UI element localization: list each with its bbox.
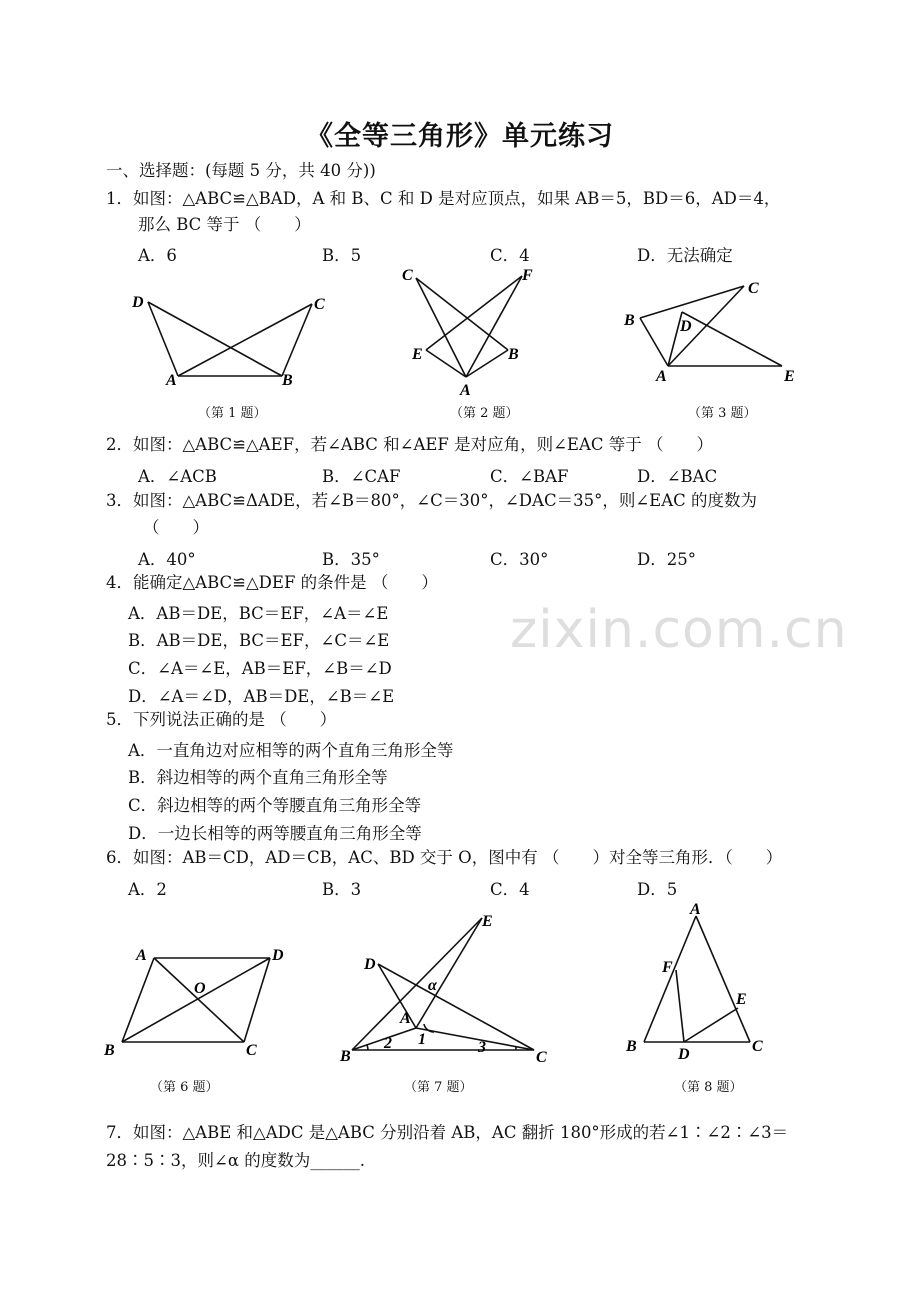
fig7-label-e: E [482, 913, 493, 930]
fig3-caption: （第 3 题） [688, 406, 757, 421]
fig7-label-c: C [536, 1049, 547, 1066]
q4-stem: 4．能确定△ABC≌△DEF 的条件是 （ ） [106, 573, 438, 592]
fig2-label-e: E [412, 346, 423, 363]
fig8-label-d: D [678, 1046, 690, 1063]
fig7-label-2: 2 [384, 1035, 392, 1052]
q6-option-c: C．4 [490, 880, 530, 899]
page-title: 《全等三角形》单元练习 [306, 121, 614, 152]
q3-option-b: B．35° [322, 550, 380, 569]
q4-option-d: D．∠A＝∠D，AB＝DE，∠B＝∠E [128, 687, 395, 706]
fig8-label-f: F [662, 959, 673, 976]
figure-6 [100, 938, 300, 1068]
q3-stem: 3．如图：△ABC≌ΔADE，若∠B＝80°，∠C＝30°，∠DAC＝35°，则∠EAC 的度数为 [106, 491, 757, 510]
q5-option-c: C．斜边相等的两个等腰直角三角形全等 [128, 796, 422, 815]
fig1-caption: （第 1 题） [198, 406, 267, 421]
q1-option-c: C．4 [490, 246, 530, 265]
section-heading: 一、选择题：(每题 5 分，共 40 分)) [106, 161, 376, 180]
fig7-label-b: B [340, 1048, 351, 1065]
fig6-caption: （第 6 题） [150, 1080, 219, 1095]
fig6-label-a: A [136, 947, 147, 964]
fig2-label-a: A [460, 382, 471, 399]
fig3-label-b: B [624, 312, 635, 329]
fig3-label-d: D [680, 318, 692, 335]
q6-option-d: D．5 [637, 880, 678, 899]
fig6-label-c: C [246, 1042, 257, 1059]
q2-stem: 2．如图：△ABC≌△AEF，若∠ABC 和∠AEF 是对应角，则∠EAC 等于 （ ） [106, 435, 714, 454]
figure-7 [338, 906, 558, 1066]
figure-3 [618, 276, 808, 396]
q3-option-a: A．40° [138, 550, 196, 569]
fig2-label-f: F [522, 267, 533, 284]
fig2-caption: （第 2 题） [450, 406, 519, 421]
q3-option-d: D．25° [637, 550, 696, 569]
q5-option-a: A．一直角边对应相等的两个直角三角形全等 [128, 741, 454, 760]
fig8-label-b: B [626, 1038, 637, 1055]
q4-option-c: C．∠A＝∠E，AB＝EF，∠B＝∠D [128, 659, 392, 678]
q1-stem-cont: 那么 BC 等于 （ ） [138, 215, 311, 234]
figure-8 [620, 898, 780, 1068]
q3-option-c: C．30° [490, 550, 549, 569]
fig1-label-b: B [282, 372, 293, 389]
q7-stem-cont: 28∶5∶3，则∠α 的度数为______. [106, 1151, 365, 1170]
q2-option-b: B．∠CAF [322, 467, 401, 486]
fig8-caption: （第 8 题） [674, 1080, 743, 1095]
fig2-label-b: B [508, 346, 519, 363]
q2-option-c: C．∠BAF [490, 467, 569, 486]
fig7-label-d: D [364, 956, 376, 973]
q5-option-d: D．一边长相等的两等腰直角三角形全等 [128, 824, 422, 843]
q4-option-b: B．AB＝DE，BC＝EF，∠C＝∠E [128, 631, 390, 650]
fig6-label-o: O [194, 980, 206, 997]
fig2-label-c: C [402, 267, 413, 284]
q1-stem: 1．如图：△ABC≌△BAD，A 和 B、C 和 D 是对应顶点，如果 AB＝5，BD＝6，AD＝4， [106, 189, 781, 208]
fig7-label-1: 1 [418, 1031, 426, 1048]
fig1-label-a: A [166, 372, 177, 389]
figure-2 [390, 262, 550, 402]
fig7-caption: （第 7 题） [404, 1080, 473, 1095]
fig6-label-b: B [104, 1042, 115, 1059]
fig8-label-c: C [752, 1038, 763, 1055]
fig3-label-c: C [748, 280, 759, 297]
q1-option-d: D．无法确定 [637, 246, 733, 265]
fig8-label-a: A [690, 901, 701, 918]
fig7-label-3: 3 [478, 1039, 486, 1056]
q5-option-b: B．斜边相等的两个直角三角形全等 [128, 768, 388, 787]
fig7-label-alpha: α [428, 977, 437, 994]
watermark: zixin.com.cn [510, 600, 848, 660]
q6-option-b: B．3 [322, 880, 362, 899]
q5-stem: 5．下列说法正确的是 （ ） [106, 710, 337, 729]
fig8-label-e: E [736, 991, 747, 1008]
fig7-label-a: A [400, 1010, 411, 1027]
fig1-label-d: D [132, 294, 144, 311]
fig1-label-c: C [314, 296, 325, 313]
q7-stem: 7．如图：△ABE 和△ADC 是△ABC 分别沿着 AB，AC 翻折 180°形成的若∠1∶∠2∶∠3＝ [106, 1123, 789, 1142]
figure-1 [120, 282, 350, 402]
q1-option-b: B．5 [322, 246, 362, 265]
q1-option-a: A．6 [138, 246, 177, 265]
q6-stem: 6．如图：AB＝CD，AD＝CB，AC、BD 交于 O，图中有 （ ）对全等三角形．（ ） [106, 848, 783, 867]
q2-option-a: A．∠ACB [138, 467, 217, 486]
q6-option-a: A．2 [128, 880, 167, 899]
q4-option-a: A．AB＝DE，BC＝EF，∠A＝∠E [128, 604, 389, 623]
fig3-label-e: E [784, 368, 795, 385]
q2-option-d: D．∠BAC [637, 467, 718, 486]
q3-stem-cont: （ ） [143, 518, 209, 537]
fig6-label-d: D [272, 947, 284, 964]
fig3-label-a: A [656, 368, 667, 385]
